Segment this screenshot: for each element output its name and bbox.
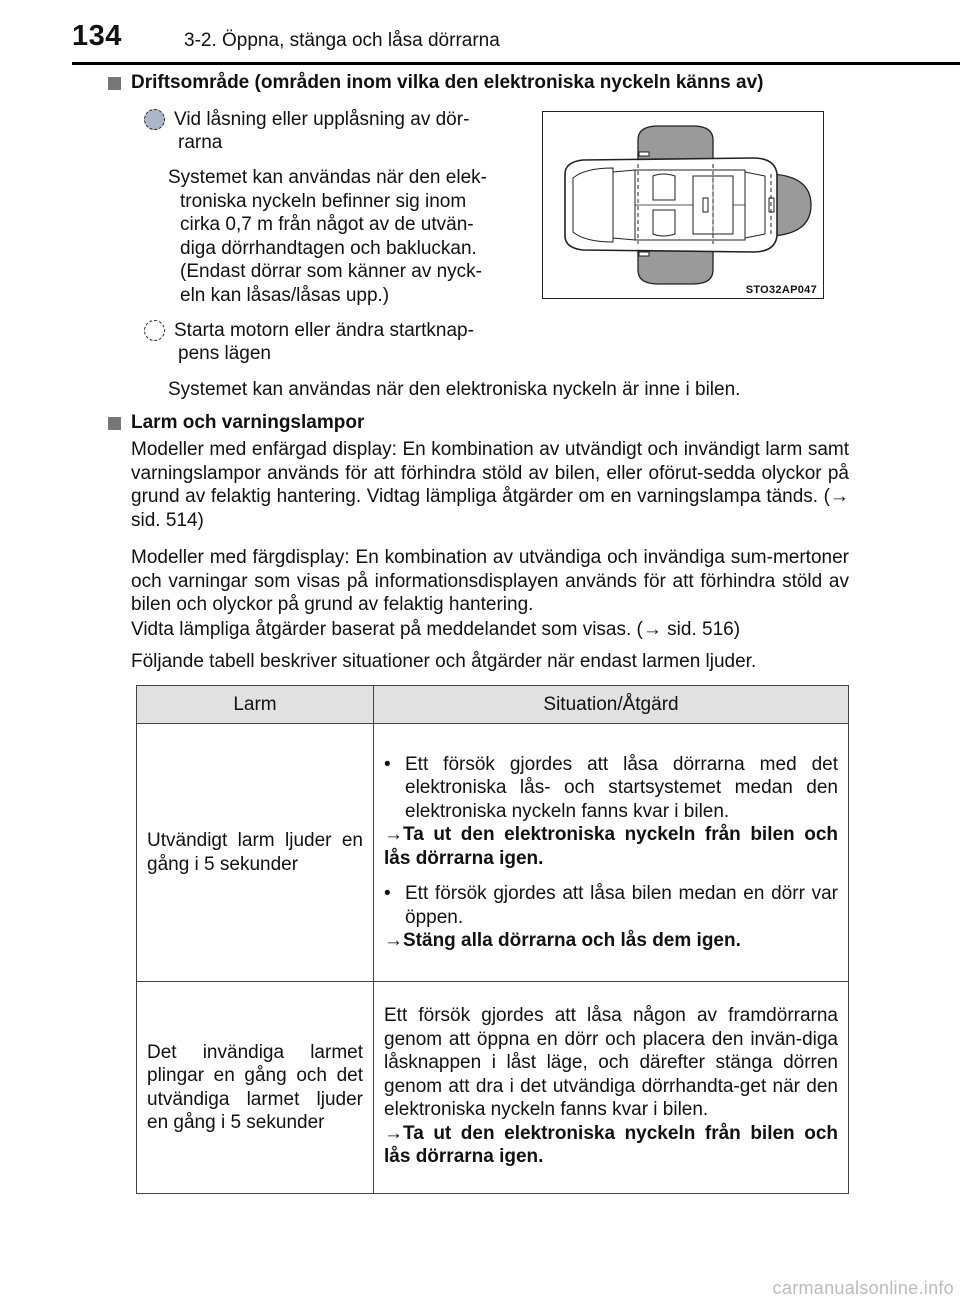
section-heading-operating-range — [108, 72, 764, 94]
figure-code: STO32AP047 — [745, 284, 817, 296]
seat-front-right — [653, 210, 675, 236]
spacer — [384, 870, 838, 882]
range-item-locking — [144, 108, 518, 154]
range-item-start-engine — [144, 319, 518, 365]
section-heading-text: Larm och varningslampor — [131, 412, 365, 433]
situation-text: Ett försök gjordes att låsa bilen medan en dörr var öppen. — [405, 883, 838, 928]
bullet-dot: • — [384, 883, 391, 904]
chapter-title: 3-2. Öppna, stänga och låsa dörrarna — [184, 30, 500, 51]
desc-line: eln kan låsas/låsas upp.) — [180, 284, 390, 306]
door-handle-marker — [639, 152, 649, 156]
situation-cell — [374, 982, 849, 1194]
item2-description: Systemet kan användas när den elektroniska nyckeln är inne i bilen. — [168, 379, 741, 400]
table-row — [137, 982, 849, 1194]
action-text: →Stäng alla dörrarna och lås dem igen. — [384, 930, 741, 951]
alarm-cell: Utvändigt larm ljuder en gång i 5 sekunder — [137, 724, 374, 982]
detection-range-figure — [542, 111, 824, 299]
desc-line: cirka 0,7 m från något av de utvän- — [180, 214, 474, 235]
action-text: →Ta ut den elektroniska nyckeln från bilen och lås dörrarna igen. — [384, 824, 838, 869]
header-rule — [72, 62, 960, 65]
situation-bullet — [384, 882, 838, 929]
situation-bullet — [384, 753, 838, 824]
item-label-line: rarna — [178, 132, 223, 153]
square-bullet-icon — [108, 77, 121, 90]
desc-line: diga dörrhandtagen och bakluckan. — [180, 237, 477, 259]
alarm-cell: Det invändiga larmet plingar en gång och det utvändiga larmet ljuder en gång i 5 sekunder — [137, 982, 374, 1194]
zone-indicator-icon — [144, 320, 165, 341]
seat-front-left — [653, 174, 675, 200]
windshield — [613, 170, 635, 240]
paragraph-table-intro: Följande tabell beskriver situationer och åtgärder när endast larmen ljuder. — [131, 651, 757, 672]
zone-indicator-icon — [144, 109, 165, 130]
item1-description — [168, 166, 518, 307]
item-label-line: Vid låsning eller upplåsning av dör- — [174, 109, 470, 130]
paragraph-color-display: Modeller med färgdisplay: En kombination av utvändiga och invändiga sum-mertoner och varningar som visas på informationsdisplayen används för att förhindra stöld av bilen och olyckor på grund av felaktig hantering. — [131, 547, 849, 615]
car-hood — [573, 168, 613, 242]
car-top-view-illustration — [543, 112, 822, 297]
watermark: carmanualsonline.info — [772, 1278, 954, 1298]
column-header-situation: Situation/Åtgärd — [374, 686, 849, 724]
square-bullet-icon — [108, 417, 121, 430]
desc-line: troniska nyckeln befinner sig inom — [180, 190, 467, 212]
antenna-marker — [703, 198, 708, 212]
situation-text: Ett försök gjordes att låsa någon av framdörrarna genom att öppna en dörr och placera den invän-diga låsknappen i låst läge, och därefter stänga dörren genom att dra i det utvändiga dörrhandta-get när den elektroniska nyckeln fanns kvar i bilen. — [384, 1005, 838, 1121]
table-header-row — [137, 686, 849, 724]
paragraph-take-action: Vidta lämpliga åtgärder baserat på meddelandet som visas. (→ sid. 516) — [131, 619, 741, 640]
item-label-line: pens lägen — [178, 343, 271, 364]
section-heading-alarms — [108, 412, 364, 434]
action-text: →Ta ut den elektroniska nyckeln från bilen och lås dörrarna igen. — [384, 1122, 838, 1168]
table-row — [137, 724, 849, 982]
situation-cell — [374, 724, 849, 982]
situation-text: Ett försök gjordes att låsa dörrarna med det elektroniska lås- och startsystemet medan den elektroniska nyckeln fanns kvar i bilen. — [405, 753, 838, 822]
paragraph-monochrome-display: Modeller med enfärgad display: En kombination av utvändigt och invändigt larm samt varningslampor används för att förhindra stöld av bilen, eller oförut-sedda olyckor på grund av felaktig hantering. Vidtag lämpliga åtgärder om en varningslampa tänds. (→ sid. 514) — [131, 439, 849, 531]
desc-line: Systemet kan användas när den elek- — [168, 167, 487, 188]
bullet-dot: • — [384, 753, 391, 775]
rear-window — [745, 172, 765, 238]
item-label-line: Starta motorn eller ändra startknap- — [174, 320, 474, 341]
desc-line: (Endast dörrar som känner av nyck- — [180, 261, 483, 282]
page-number: 134 — [72, 20, 122, 52]
column-header-alarm: Larm — [137, 686, 374, 724]
section-heading-text: Driftsområde (områden inom vilka den elektroniska nyckeln känns av) — [131, 72, 764, 93]
alarm-table — [136, 685, 849, 1194]
door-handle-marker — [639, 252, 649, 256]
